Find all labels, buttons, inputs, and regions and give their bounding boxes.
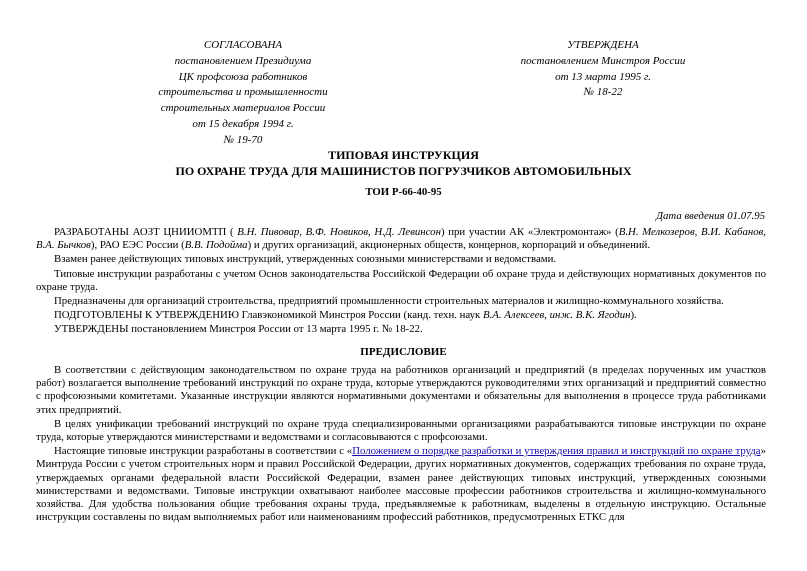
prepared-paragraph: [36, 309, 766, 322]
document-code: ТОИ Р-66-40-95: [365, 186, 442, 198]
approved-paragraph: УТВЕРЖДЕНЫ постановлением Минстроя России от 13 марта 1995 г. № 18-22.: [54, 323, 423, 336]
prepared-text: ПОДГОТОВЛЕНЫ К УТВЕРЖДЕНИЮ Главэкономикой Минстроя России (канд. техн. наук: [54, 309, 483, 322]
agreed-line: строительных материалов России: [160, 102, 326, 115]
agreed-line: постановлением Президиума: [174, 54, 312, 67]
agreed-stamp: [118, 38, 368, 149]
agreed-line: ЦК профсоюза работников: [178, 70, 308, 83]
developed-authors-1: В.Н. Пивовар, В.Ф. Новиков, Н.Д. Левинсон: [237, 226, 441, 238]
preface-paragraph-3: [36, 445, 766, 524]
regulation-link[interactable]: Положением о порядке разработки и утверждения правил и инструкций по охране труда: [352, 445, 761, 458]
developed-text-1: РАЗРАБОТАНЫ АОЗТ ЦНИИОМТП (: [54, 226, 238, 238]
preface-p3-end: » Минтруда России с учетом строительных норм и правил Российской Федерации, других нормативных документов, содержащих требования по охране труда, утверждаемых органами федеральной власти Российской Федерации, взамен ранее действующих типовых инструкций, утвержденных союзными министерствами и ведомствами. Типовые инструкции охватывают наиболее массовые профессии работников строительства и жилищно-коммунального хозяйства. Для удобства пользования общие требования охраны труда, предъявляемые к работникам, выделены в отдельную инструкцию. Остальные инструкции составлены по видам выполняемых работ или наименованиям профессий работников, предусмотренных ЕТКС для: [36, 445, 766, 524]
document-title: [20, 147, 787, 179]
agreed-heading: СОГЛАСОВАНА: [203, 39, 283, 51]
prepared-authors: В.А. Алексеев, инж. В.К. Ягодин: [483, 309, 631, 322]
agreed-line: № 19-70: [223, 133, 263, 146]
approved-line: № 18-22: [583, 86, 623, 99]
effective-date: Дата введения 01.07.95: [656, 210, 765, 222]
agreed-line: от 15 декабря 1994 г.: [192, 117, 294, 130]
developed-paragraph: [36, 226, 766, 252]
developed-text-3: ), РАО ЕЭС России (: [90, 239, 185, 252]
developed-text-2: ) при участии АК «Электромонтаж» (: [440, 226, 619, 238]
preface-paragraph-2: В целях унификации требований инструкций по охране труда специализированными организациями разрабатываются типовые инструкции по охране труда, которые утверждаются министерствами и ведомствами и согласовываются с профсоюзами.: [36, 417, 766, 444]
preface-block: [36, 364, 766, 524]
approved-heading: УТВЕРЖДЕНА: [567, 39, 639, 51]
developed-authors-2: В.Н. Мелкозеров, В.И. Кабанов, В.А. Бычков: [36, 226, 767, 252]
intended-paragraph: Предназначены для организаций строительства, предприятий промышленности строительных материалов и жилищно-коммунального хозяйства.: [54, 295, 724, 308]
preface-p3-start: Настоящие типовые инструкции разработаны в соответствии с «: [54, 445, 353, 458]
metadata-block: [36, 226, 766, 337]
replaces-paragraph: Взамен ранее действующих типовых инструкций, утвержденных союзными министерствами и ведомствами.: [54, 253, 557, 266]
approved-stamp: [478, 38, 728, 101]
preface-paragraph-1: В соответствии с действующим законодательством по охране труда на работников организаций и предприятий (в пределах порученных им участков работ) возлагается выполнение требований инструкций по охране труда, которые утверждаются руководителями этих организаций и предприятий совместно с профсоюзными комитетами. Указанные инструкции являются нормативными документами и обязательны для выполнения в процессе труда работниками этих предприятий.: [36, 364, 766, 416]
title-line-2: ПО ОХРАНЕ ТРУДА ДЛЯ МАШИНИСТОВ ПОГРУЗЧИКОВ АВТОМОБИЛЬНЫХ: [175, 164, 632, 178]
title-line-1: ТИПОВАЯ ИНСТРУКЦИЯ: [328, 148, 479, 162]
preface-heading: ПРЕДИСЛОВИЕ: [360, 346, 447, 358]
basis-paragraph: Типовые инструкции разработаны с учетом Основ законодательства Российской Федерации об охране труда и действующих нормативных документов по охране труда.: [36, 267, 766, 293]
approved-line: постановлением Минстроя России: [520, 54, 686, 67]
agreed-line: строительства и промышленности: [158, 86, 328, 99]
approved-line: от 13 марта 1995 г.: [555, 70, 651, 83]
developed-text-4: ) и других организаций, акционерных обществ, концернов, корпораций и объединений.: [247, 239, 651, 252]
prepared-end: ).: [630, 309, 637, 322]
developed-authors-3: В.В. Подойма: [184, 239, 248, 252]
